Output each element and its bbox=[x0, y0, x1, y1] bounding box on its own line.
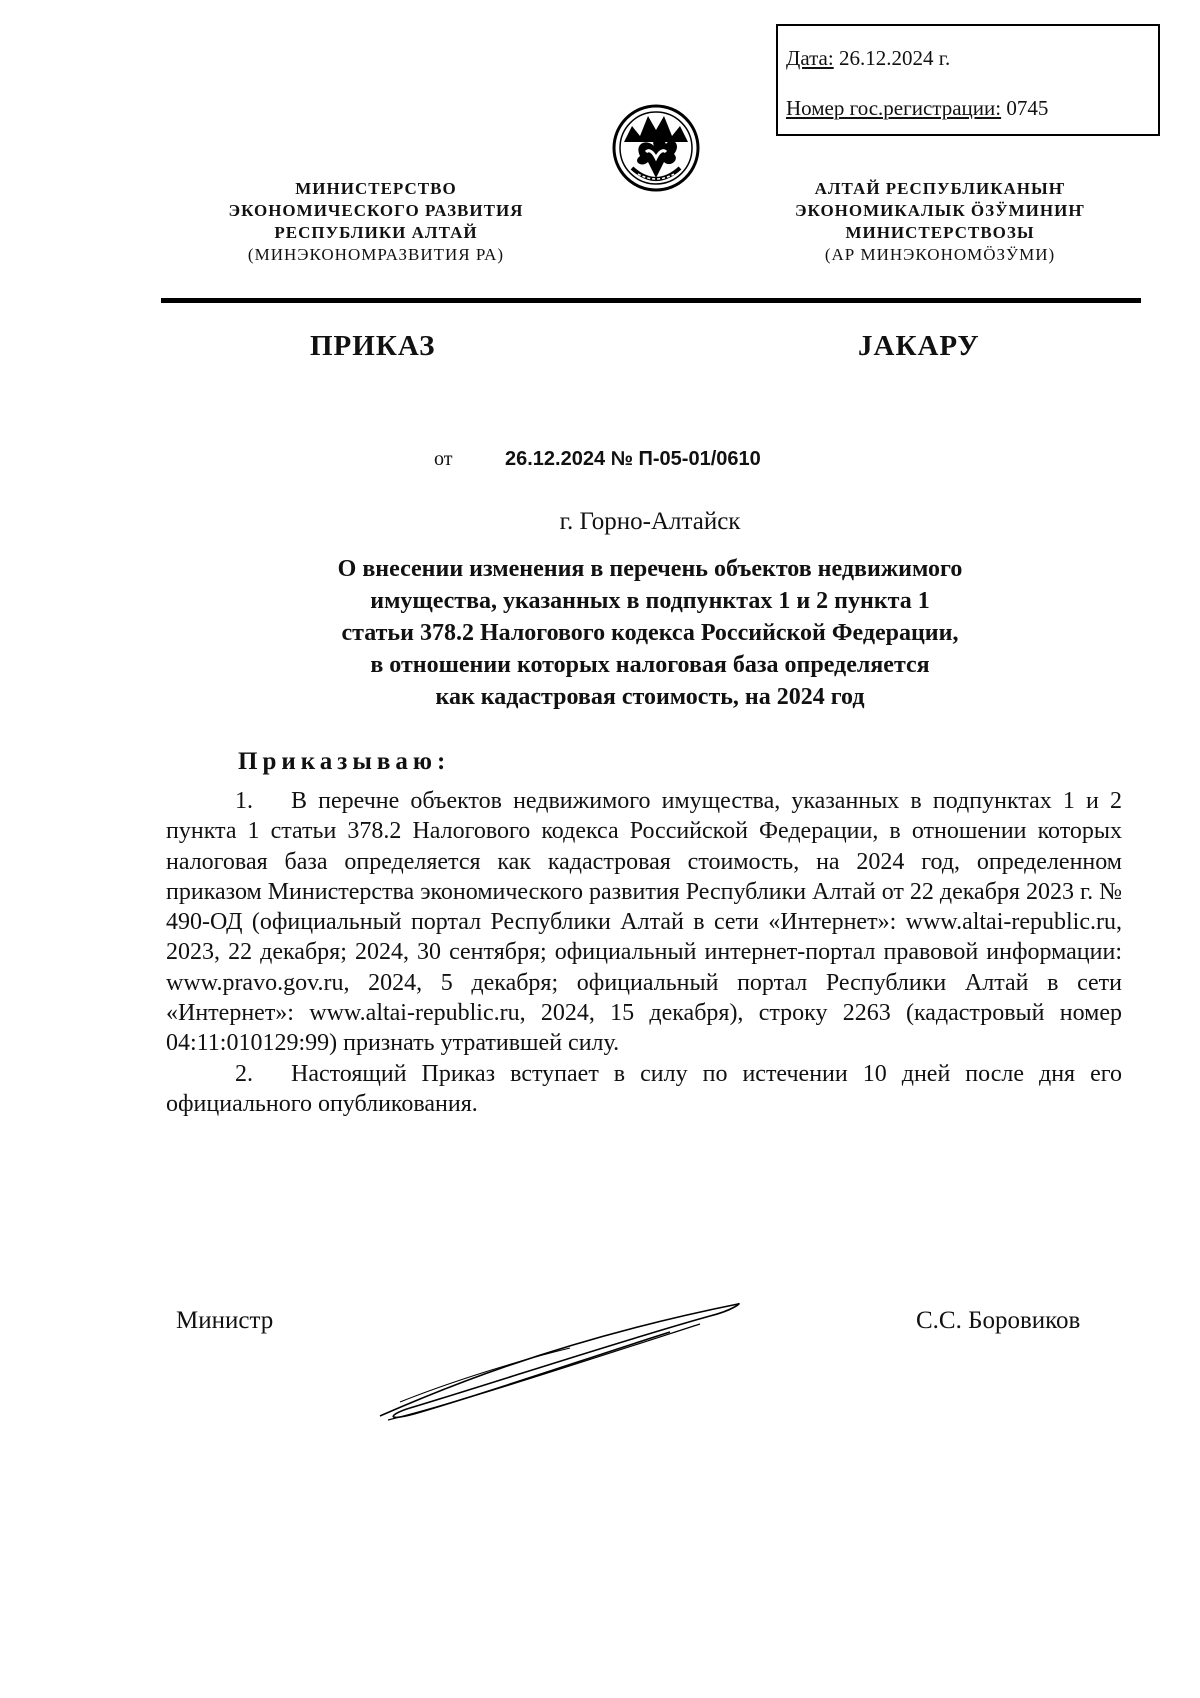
header-left-line1: МИНИСТЕРСТВО bbox=[295, 179, 457, 198]
doc-type-alt: ЈАКАРУ bbox=[858, 330, 980, 362]
header-divider bbox=[161, 298, 1141, 303]
title-line: как кадастровая стоимость, на 2024 год bbox=[435, 684, 865, 710]
title-line: О внесении изменения в перечень объектов недвижимого bbox=[337, 556, 963, 582]
date-prefix: от bbox=[434, 448, 453, 470]
header-left-line4: (МИНЭКОНОМРАЗВИТИЯ РА) bbox=[247, 245, 505, 264]
title-line: статьи 378.2 Налогового кодекса Российской Федерации, bbox=[341, 620, 959, 646]
signatory-name: С.С. Боровиков bbox=[916, 1307, 1081, 1334]
item-text: В перечне объектов недвижимого имущества, указанных в подпунктах 1 и 2 пункта 1 статьи 378.2 Налогового кодекса Российской Федерации, в отношении которых налоговая база определяется как кадастровая стоимость, на 2024 год, определенном приказом Министерства экономического развития Республики Алтай от 22 декабря 2023 г. № 490-ОД (официальный портал Республики Алтай в сети «Интернет»: www.altai-republic.ru, 2023, 22 декабря; 2024, 30 сентября; официальный интернет-портал правовой информации: www.pravo.gov.ru, 2024, 5 декабря; официальный портал Республики Алтай в сети «Интернет»: www.altai-republic.ru, 2024, 15 декабря), строку 2263 (кадастровый номер 04:11:010129:99) признать утратившей силу. bbox=[166, 788, 1122, 1057]
header-ministry-alt bbox=[760, 178, 1120, 266]
header-right-line1: АЛТАЙ РЕСПУБЛИКАНЫҤ bbox=[814, 179, 1066, 198]
coat-of-arms-emblem bbox=[610, 98, 702, 196]
doc-title bbox=[170, 553, 1130, 713]
header-left-line3: РЕСПУБЛИКИ АЛТАЙ bbox=[274, 223, 478, 242]
list-item bbox=[166, 786, 1122, 1059]
item-number: 1. bbox=[235, 788, 253, 814]
title-line: в отношении которых налоговая база определяется bbox=[370, 652, 930, 678]
registration-date-value: 26.12.2024 г. bbox=[833, 46, 951, 70]
registration-number-value: 0745 bbox=[1001, 96, 1049, 120]
registration-box bbox=[776, 24, 1160, 136]
header-ministry-ru bbox=[196, 178, 556, 266]
list-item bbox=[166, 1059, 1122, 1120]
registration-date bbox=[786, 46, 950, 71]
registration-number bbox=[786, 96, 1048, 121]
header-left-line2: ЭКОНОМИЧЕСКОГО РАЗВИТИЯ bbox=[228, 201, 524, 220]
title-line: имущества, указанных в подпунктах 1 и 2 пункта 1 bbox=[370, 588, 930, 614]
header-right-line3: МИНИСТЕРСТВОЗЫ bbox=[845, 223, 1035, 242]
doc-date-number: 26.12.2024 № П-05-01/0610 bbox=[505, 448, 761, 470]
handwritten-signature bbox=[370, 1298, 750, 1428]
order-word: Приказываю: bbox=[238, 748, 451, 775]
item-number: 2. bbox=[235, 1060, 253, 1087]
header-right-line2: ЭКОНОМИКАЛЫК ÖЗӰМИНИҤ bbox=[795, 201, 1085, 220]
city: г. Горно-Алтайск bbox=[559, 508, 741, 535]
doc-body bbox=[166, 786, 1122, 1119]
registration-number-label: Номер гос.регистрации: bbox=[786, 96, 1002, 120]
registration-date-label: Дата: bbox=[786, 46, 834, 70]
signatory-role: Министр bbox=[176, 1307, 274, 1334]
doc-type-ru: ПРИКАЗ bbox=[310, 330, 436, 362]
item-text: Настоящий Приказ вступает в силу по истечении 10 дней после дня его официального опубликования. bbox=[166, 1060, 1122, 1117]
header-right-line4: (АР МИНЭКОНОМÖЗӰМИ) bbox=[824, 245, 1056, 264]
